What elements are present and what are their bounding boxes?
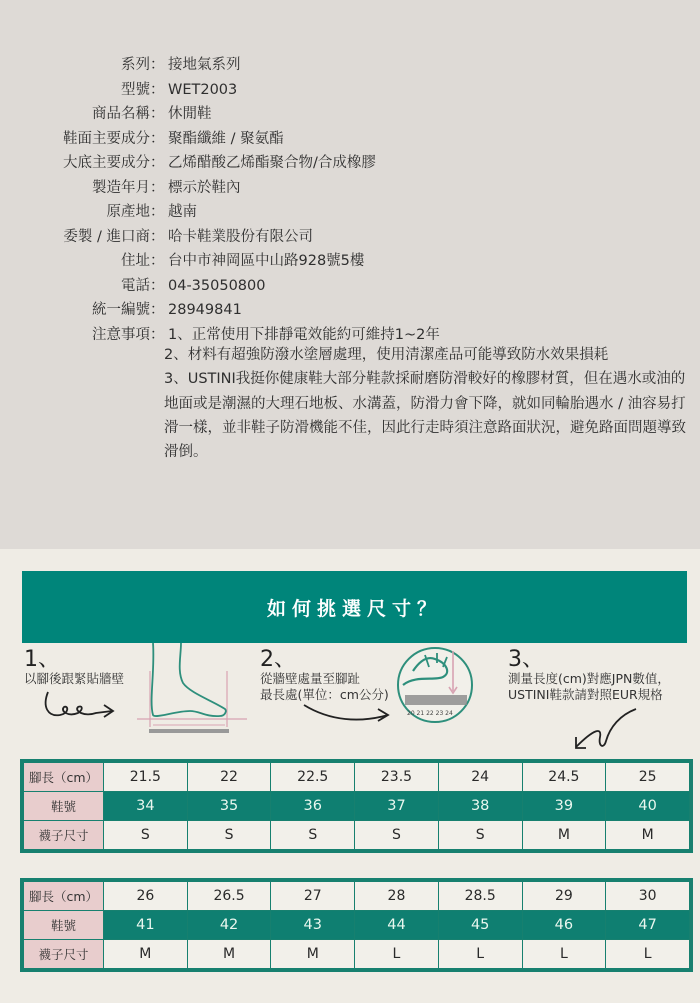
- step-1: [24, 649, 124, 687]
- row-header-sock-size: 襪子尺寸: [24, 821, 104, 850]
- loop-arrow-down-icon: [570, 707, 640, 752]
- squiggle-arrow-icon: [40, 687, 120, 722]
- step-1-text: 以腳後跟緊貼牆壁: [24, 671, 125, 686]
- foot-length-cell: 21.5: [104, 763, 188, 792]
- spec-label: 型號: [121, 81, 150, 98]
- foot-length-cell: 25: [606, 763, 690, 792]
- shoe-size-cell: 45: [438, 911, 522, 940]
- step-2-number: 2、: [260, 647, 296, 672]
- spec-row: [0, 176, 700, 201]
- spec-value: 1、正常使用下排靜電效能約可維持1~2年: [168, 326, 440, 343]
- spec-label: 商品名稱: [92, 106, 150, 122]
- step-1-number: 1、: [24, 647, 60, 672]
- step-3-number: 3、: [508, 647, 544, 672]
- row-header-shoe-size: 鞋號: [24, 911, 104, 940]
- sock-size-cell: M: [187, 940, 271, 969]
- size-table-1: [20, 759, 693, 853]
- spec-value: 台中市神岡區中山路928號5樓: [168, 253, 365, 269]
- spec-value: 聚酯纖維 / 聚氨酯: [168, 130, 284, 147]
- step-3: [508, 649, 670, 703]
- spec-colon: ：: [150, 204, 165, 220]
- spec-label: 電話: [121, 277, 150, 294]
- shoe-size-cell: 47: [606, 911, 690, 940]
- sock-size-cell: S: [271, 821, 355, 850]
- spec-row: [0, 102, 700, 127]
- spec-colon: ：: [150, 57, 165, 73]
- shoe-size-cell: 41: [104, 911, 188, 940]
- spec-label: 原產地: [106, 204, 150, 220]
- spec-label: 製造年月: [92, 179, 150, 196]
- sock-size-cell: S: [187, 821, 271, 850]
- sock-size-cell: S: [438, 821, 522, 850]
- foot-length-row: [24, 882, 690, 911]
- foot-length-cell: 22.5: [271, 763, 355, 792]
- foot-length-cell: 22: [187, 763, 271, 792]
- spec-label: 鞋面主要成分: [63, 130, 150, 147]
- shoe-size-cell: 38: [438, 792, 522, 821]
- note-item-3: 3、USTINI我挺你健康鞋大部分鞋款採耐磨防滑較好的橡膠材質，但在遇水或油的地面或是潮濕的大理石地板、水溝蓋，防滑力會下降，就如同輪胎遇水 / 油容易打滑一樣，並非鞋子防滑機能不佳，因此行走時須注意路面狀況，避免路面問題導致滑倒。: [164, 371, 686, 461]
- notes-block: [164, 343, 689, 464]
- sock-size-row: [24, 940, 690, 969]
- foot-length-cell: 24.5: [522, 763, 606, 792]
- svg-text:20 21 22 23 24: 20 21 22 23 24: [407, 710, 453, 717]
- shoe-size-cell: 37: [355, 792, 439, 821]
- spec-colon: ：: [150, 106, 165, 122]
- step-3-text-line-1: 測量長度(cm)對應JPN數值，: [508, 671, 670, 686]
- spec-row: [0, 274, 700, 299]
- spec-row: [0, 127, 700, 152]
- shoe-size-cell: 43: [271, 911, 355, 940]
- spec-row: [0, 200, 700, 225]
- spec-value: 04-35050800: [168, 277, 266, 294]
- foot-length-cell: 26.5: [187, 882, 271, 911]
- toe-measure-circle-icon: [395, 645, 475, 725]
- spec-row: [0, 298, 700, 323]
- shoe-size-cell: 42: [187, 911, 271, 940]
- shoe-size-cell: 44: [355, 911, 439, 940]
- sock-size-cell: S: [104, 821, 188, 850]
- spec-row: [0, 151, 700, 176]
- spec-row: [0, 53, 700, 78]
- spec-value: WET2003: [168, 81, 238, 98]
- foot-length-cell: 23.5: [355, 763, 439, 792]
- spec-colon: ：: [150, 179, 165, 196]
- row-header-sock-size: 襪子尺寸: [24, 940, 104, 969]
- step-2: [260, 649, 389, 703]
- sock-size-cell: M: [606, 821, 690, 850]
- shoe-size-cell: 40: [606, 792, 690, 821]
- foot-length-cell: 28: [355, 882, 439, 911]
- spec-label: 大底主要成分: [63, 155, 150, 171]
- spec-row: [0, 78, 700, 103]
- size-table-2: [20, 878, 693, 972]
- shoe-size-cell: 35: [187, 792, 271, 821]
- spec-colon: ：: [150, 326, 165, 343]
- step-2-text-line-2: 最長處(單位：cm公分): [260, 687, 389, 702]
- spec-colon: ：: [150, 228, 165, 245]
- spec-label: 注意事項: [92, 326, 150, 343]
- foot-length-cell: 29: [522, 882, 606, 911]
- foot-length-row: [24, 763, 690, 792]
- shoe-size-cell: 46: [522, 911, 606, 940]
- sock-size-cell: L: [522, 940, 606, 969]
- foot-length-cell: 24: [438, 763, 522, 792]
- spec-row: [0, 249, 700, 274]
- spec-value: 乙烯醋酸乙烯酯聚合物/合成橡膠: [168, 155, 376, 171]
- foot-length-cell: 30: [606, 882, 690, 911]
- sock-size-cell: M: [104, 940, 188, 969]
- spec-colon: ：: [150, 277, 165, 294]
- sock-size-row: [24, 821, 690, 850]
- foot-length-cell: 27: [271, 882, 355, 911]
- spec-colon: ：: [150, 81, 165, 98]
- sock-size-cell: L: [606, 940, 690, 969]
- spec-value: 28949841: [168, 302, 242, 318]
- shoe-size-row: [24, 911, 690, 940]
- spec-label: 住址: [121, 253, 150, 269]
- size-guide-title: 如何挑選尺寸？: [22, 571, 687, 643]
- shoe-size-cell: 34: [104, 792, 188, 821]
- spec-label: 系列: [121, 57, 150, 73]
- spec-value: 標示於鞋內: [168, 179, 241, 196]
- foot-length-cell: 28.5: [438, 882, 522, 911]
- spec-colon: ：: [150, 155, 165, 171]
- shoe-size-cell: 36: [271, 792, 355, 821]
- row-header-shoe-size: 鞋號: [24, 792, 104, 821]
- step-3-text-line-2: USTINI鞋款請對照EUR規格: [508, 687, 663, 702]
- shoe-size-row: [24, 792, 690, 821]
- spec-colon: ：: [150, 130, 165, 147]
- sock-size-cell: S: [355, 821, 439, 850]
- spec-colon: ：: [150, 253, 165, 269]
- foot-length-cell: 26: [104, 882, 188, 911]
- sock-size-cell: L: [438, 940, 522, 969]
- spec-value: 哈卡鞋業股份有限公司: [168, 228, 313, 245]
- row-header-foot-length: 腳長（cm）: [24, 882, 104, 911]
- step-2-text-line-1: 從牆壁處量至腳趾: [260, 671, 361, 686]
- sock-size-cell: L: [355, 940, 439, 969]
- spec-label: 委製 / 進口商: [63, 228, 150, 245]
- shoe-size-cell: 39: [522, 792, 606, 821]
- size-guide-section: [0, 549, 700, 1003]
- spec-row: [0, 225, 700, 250]
- spec-value: 越南: [168, 204, 197, 220]
- curved-arrow-icon: [300, 699, 400, 729]
- spec-value: 接地氣系列: [168, 57, 241, 73]
- spec-label: 統一編號: [92, 302, 150, 318]
- row-header-foot-length: 腳長（cm）: [24, 763, 104, 792]
- foot-against-wall-icon: [135, 641, 250, 736]
- sock-size-cell: M: [522, 821, 606, 850]
- spec-value: 休閒鞋: [168, 106, 212, 122]
- note-item-2: 2、材料有超強防潑水塗層處理，使用清潔產品可能導致防水效果損耗: [164, 347, 609, 363]
- spec-colon: ：: [150, 302, 165, 318]
- sock-size-cell: M: [271, 940, 355, 969]
